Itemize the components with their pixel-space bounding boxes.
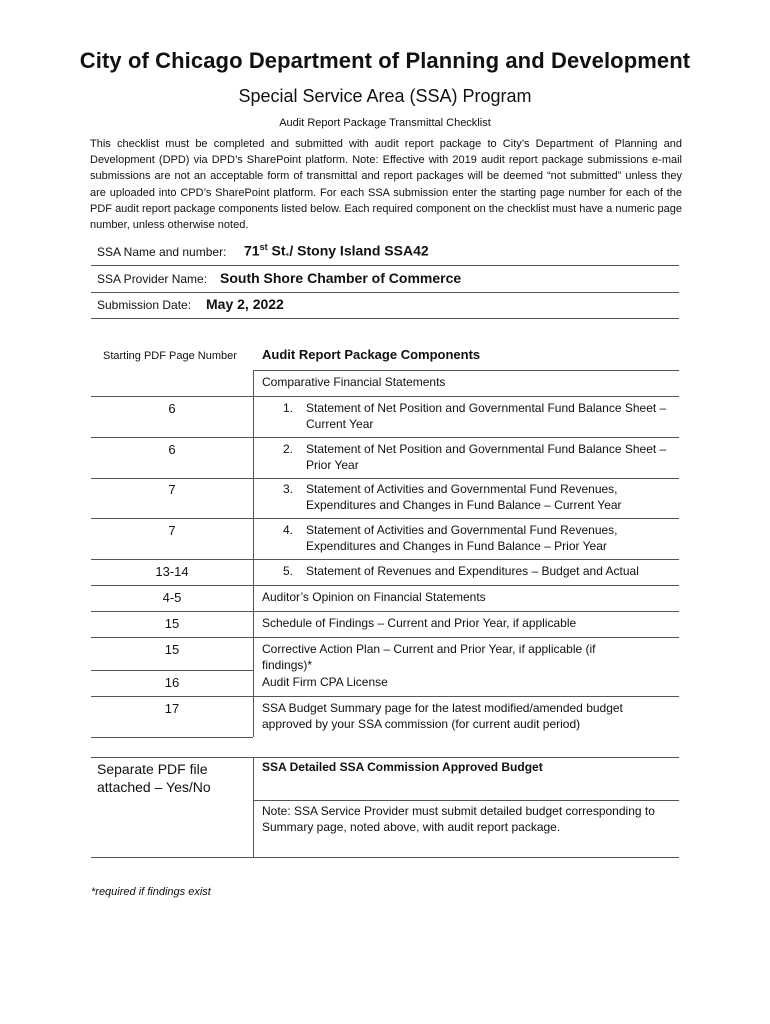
ssa-name-value[interactable]: 71st St./ Stony Island SSA42 xyxy=(244,242,429,259)
item-number: 5. xyxy=(283,564,294,578)
page-number-cell[interactable]: 17 xyxy=(164,701,180,716)
item-number: 1. xyxy=(283,401,294,415)
checklist-caption: Audit Report Package Transmittal Checklist xyxy=(279,117,491,129)
provider-name-field[interactable] xyxy=(91,267,679,293)
ssa-name-label: SSA Name and number: xyxy=(97,245,227,259)
page-number-cell[interactable]: 16 xyxy=(164,675,180,690)
col-header-page-number: Starting PDF Page Number xyxy=(103,350,237,362)
page-title: City of Chicago Department of Planning and Development xyxy=(79,48,691,73)
page-number-cell[interactable]: 15 xyxy=(164,616,180,631)
item-number: 3. xyxy=(283,482,294,496)
page-number-cell[interactable]: 7 xyxy=(168,482,176,497)
component-item: Statement of Activities and Governmental Fund Revenues, Expenditures and Changes in Fund Balance – Prior Year xyxy=(306,523,618,553)
page-number-cell[interactable]: 13-14 xyxy=(155,564,189,579)
page-number-cell[interactable]: 6 xyxy=(168,442,176,457)
component-row: Audit Firm CPA License xyxy=(262,675,388,689)
page-number-cell[interactable]: 4-5 xyxy=(162,590,182,605)
component-item: Statement of Net Position and Governmental Fund Balance Sheet – Prior Year xyxy=(306,442,667,472)
ssa-name-field[interactable] xyxy=(91,240,679,266)
footnote: *required if findings exist xyxy=(91,886,211,898)
col-header-components: Audit Report Package Components xyxy=(262,347,481,362)
page-number-cell[interactable]: 6 xyxy=(168,401,176,416)
component-item: Statement of Net Position and Governmental Fund Balance Sheet – Current Year xyxy=(306,401,667,431)
provider-name-value[interactable]: South Shore Chamber of Commerce xyxy=(220,270,462,286)
group-label-comparative: Comparative Financial Statements xyxy=(262,375,446,389)
detailed-budget-label: SSA Detailed SSA Commission Approved Budget xyxy=(262,760,543,774)
component-row: Schedule of Findings – Current and Prior Year, if applicable xyxy=(262,616,577,630)
page-number-cell[interactable]: 7 xyxy=(168,523,176,538)
component-row: Corrective Action Plan – Current and Prior Year, if applicable (if findings)* xyxy=(262,642,596,672)
item-number: 2. xyxy=(283,442,294,456)
submission-date-value[interactable]: May 2, 2022 xyxy=(206,296,284,312)
component-item: Statement of Activities and Governmental Fund Revenues, Expenditures and Changes in Fund Balance – Current Year xyxy=(306,482,622,512)
component-row: SSA Budget Summary page for the latest modified/amended budget approved by your SSA commission (for current audit period) xyxy=(262,701,623,731)
page-number-cell[interactable]: 15 xyxy=(164,642,180,657)
submission-date-field[interactable] xyxy=(91,293,679,319)
intro-paragraph: This checklist must be completed and submitted with audit report package to City’s Department of Planning and Development (DPD) via DPD’s SharePoint platform. Note: Effective with 2019 audit report package submissions e-mail submissions are not an acceptable form of transmittal and report packages will be deemed “not submitted” unless they are uploaded into CPD’s SharePoint platform. For each SSA submission enter the starting page number for each of the PDF audit report package components listed below. Each required component on the checklist must have a numeric page number, unless otherwise noted. xyxy=(90,138,682,232)
submission-date-label: Submission Date: xyxy=(97,298,192,312)
item-number: 4. xyxy=(283,523,294,537)
component-row: Auditor’s Opinion on Financial Statements xyxy=(262,590,486,604)
component-item: Statement of Revenues and Expenditures – Budget and Actual xyxy=(306,564,639,578)
budget-note: Note: SSA Service Provider must submit detailed budget corresponding to Summary page, noted above, with audit report package. xyxy=(262,804,655,834)
provider-name-label: SSA Provider Name: xyxy=(97,272,208,286)
page-subtitle: Special Service Area (SSA) Program xyxy=(238,86,532,106)
separate-pdf-label[interactable]: Separate PDF file attached – Yes/No xyxy=(97,761,211,795)
